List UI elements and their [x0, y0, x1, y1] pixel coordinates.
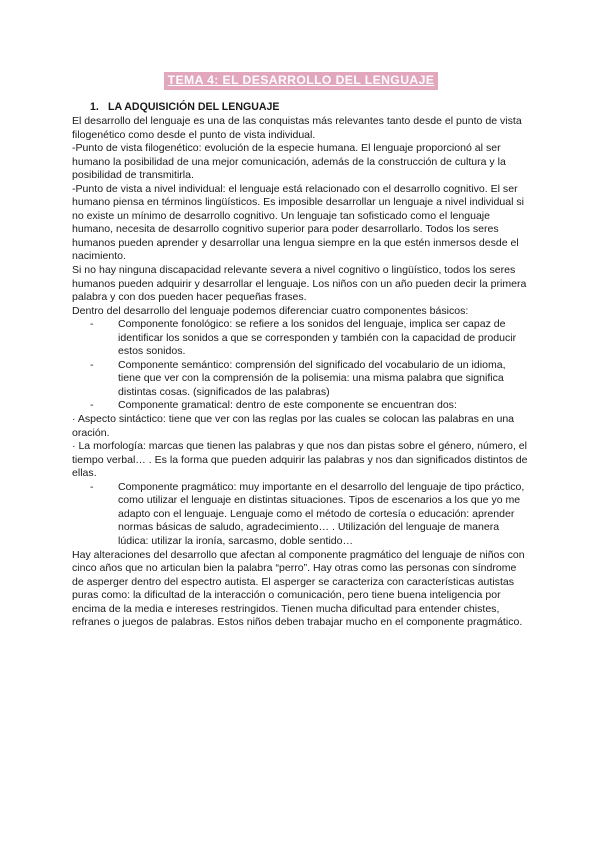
subpoint-syntax: · Aspecto sintáctico: tiene que ver con las reglas por las cuales se colocan las palabras en una oración.: [72, 413, 515, 439]
section-number: 1.: [90, 101, 99, 113]
paragraph-closing: Hay alteraciones del desarrollo que afectan al componente pragmático del lenguaje de niños con cinco años que no articulan bien la palabra “perro”. Hay otras como las personas con síndrome de asperger dentro del espectro autista. El asperger se caracteriza con características autistas puras como: la dificultad de la interacción o comunicación, pero tiene buena inteligencia por encima de la media e intereses restringidos. Tienen mucha dificultad para entender chistes, refranes o juegos de palabras. Estos niños deben trabajar mucho en el componente pragmático.: [72, 548, 525, 629]
components-list-a: [72, 318, 530, 413]
paragraph-disability: Si no hay ninguna discapacidad relevante severa a nivel cognitivo o lingüístico, todos los seres humanos pueden adquirir y desarrollar el lenguaje. Los niños con un año pueden decir la primera palabra y con dos pueden hacer pequeñas frases.: [72, 264, 527, 304]
paragraph-intro: El desarrollo del lenguaje es una de las conquistas más relevantes tanto desde el punto de vista filogenético como desde el punto de vista individual.: [72, 115, 522, 141]
list-item-pragmatic: - Componente pragmático: muy importante en el desarrollo del lenguaje de tipo práctico, como utilizar el lenguaje en distintas situaciones. Tipos de escenarios a los que yo me adapto con el lenguaje. Lenguaje como el método de cortesía o educación: aprender normas básicas de saludo, agradecimiento… . Utilización del lenguaje de manera lúdica: utilizar la ironía, sarcasmo, doble sentido…: [118, 481, 530, 549]
section-heading-text: LA ADQUISICIÓN DEL LENGUAJE: [108, 101, 280, 113]
grammar-subpoints: [72, 413, 530, 481]
paragraph-phylogenetic: -Punto de vista filogenético: evolución de la especie humana. El lenguaje proporcionó al ser humano la posibilidad de una mejor comunicación, además de la construcción de cultura y la posibilidad de transmitirla.: [72, 142, 506, 182]
intro-block: [72, 115, 530, 318]
title-wrapper: [72, 71, 530, 90]
section-heading: [72, 100, 530, 114]
document-title: TEMA 4: EL DESARROLLO DEL LENGUAJE: [164, 72, 439, 90]
subpoint-morphology: · La morfología: marcas que tienen las palabras y que nos dan pistas sobre el género, número, el tiempo verbal… . Es la forma que pueden adquirir las palabras y nos dan significados distintos de ellas.: [72, 440, 528, 480]
list-item-grammatical: - Componente gramatical: dentro de este componente se encuentran dos:: [118, 399, 530, 413]
paragraph-individual: -Punto de vista a nivel individual: el lenguaje está relacionado con el desarrollo cognitivo. El ser humano piensa en términos lingüísticos. Es imposible desarrollar un lenguaje a nivel individual si no existe un mínimo de desarrollo cognitivo. Un lenguaje tan sofisticado como el lenguaje humano, necesita de desarrollo cognitivo superior para poder desarrollarlo. Todos los seres humanos pueden aprender y desarrollar una lengua siempre en la que estén inmersos desde el nacimiento.: [72, 182, 525, 263]
list-item-semantic: - Componente semántico: comprensión del significado del vocabulario de un idioma, tiene que ver con la comprensión de la polisemia: una misma palabra que significa distintas cosas. (significados de las palabras): [118, 359, 530, 400]
list-item-phonological: - Componente fonológico: se refiere a los sonidos del lenguaje, implica ser capaz de identificar los sonidos a que se corresponden y también con la capacidad de producir estos sonidos.: [118, 318, 530, 359]
paragraph-components-intro: Dentro del desarrollo del lenguaje podemos diferenciar cuatro componentes básicos:: [72, 304, 469, 317]
components-list-b: [72, 481, 530, 549]
